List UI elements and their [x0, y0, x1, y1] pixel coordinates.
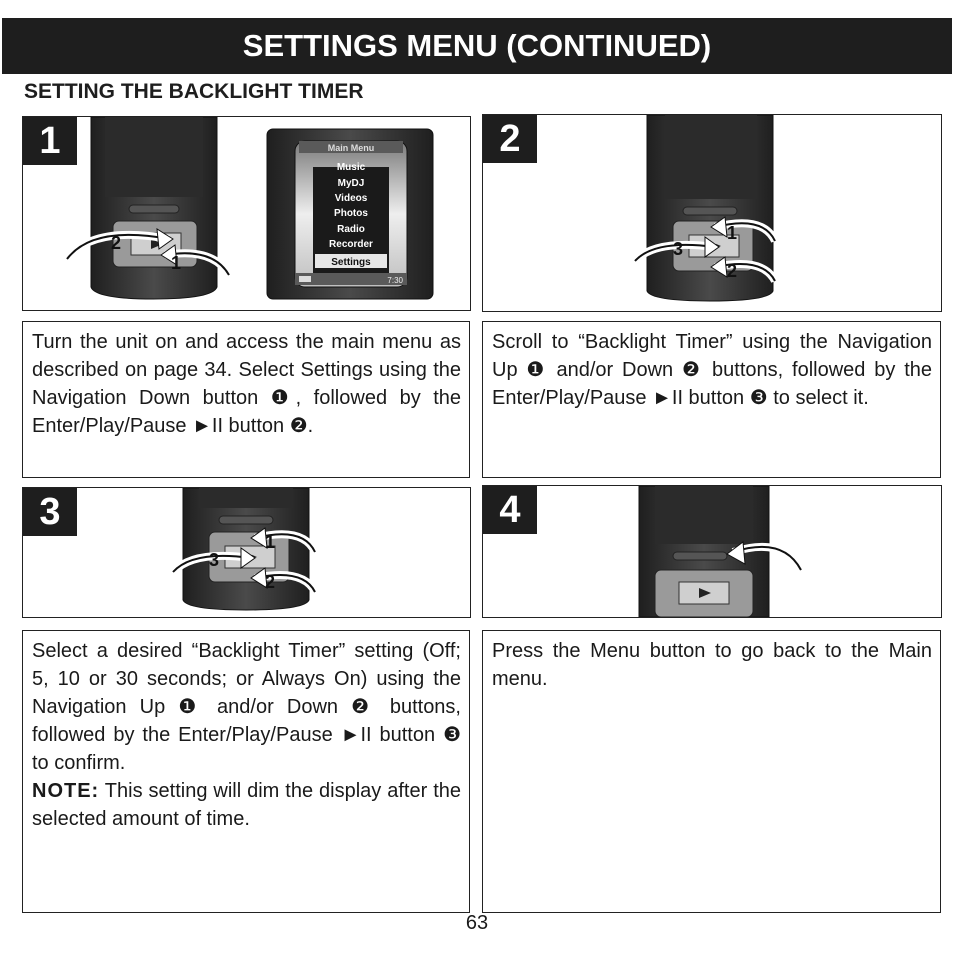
step-3-device-drawing — [23, 488, 470, 617]
screen-time: 7:30 — [387, 276, 403, 285]
step-2-text: Scroll to “Backlight Timer” using the Navigation Up ❶ and/or Down ❷ buttons, followed by the Enter/Play/Pause ►II button ❸ to select it. — [492, 331, 932, 409]
step-2-callout-1: 1 — [727, 223, 738, 243]
step-2-callout-3: 3 — [673, 239, 684, 259]
step-2-device-drawing — [483, 115, 941, 311]
page-title: SETTINGS MENU (CONTINUED) — [2, 18, 952, 74]
step-4-text: Press the Menu button to go back to the Main menu. — [492, 640, 932, 690]
screen-item-music: Music — [336, 162, 366, 173]
step-3-number: 3 — [23, 488, 77, 536]
screen-item-recorder: Recorder — [329, 239, 373, 250]
screen-item-photos: Photos — [334, 208, 368, 219]
step-4-device-drawing — [483, 486, 941, 617]
step-2-instructions — [482, 321, 941, 478]
step-2-number: 2 — [483, 115, 537, 163]
screen-item-settings: Settings — [331, 257, 371, 268]
step-1-illustration — [22, 116, 471, 311]
step-4-instructions — [482, 630, 941, 913]
step-1-callout-2: 2 — [111, 233, 122, 253]
step-3-note-text: This setting will dim the display after the selected amount of time. — [32, 780, 461, 830]
section-title: SETTING THE BACKLIGHT TIMER — [24, 80, 364, 103]
step-3-callout-1: 1 — [265, 532, 276, 552]
step-3-callout-3: 3 — [209, 550, 220, 570]
step-3-callout-2: 2 — [265, 572, 276, 592]
step-3-instructions — [22, 630, 470, 913]
step-3-note-label: NOTE: — [32, 780, 100, 802]
screen-item-mydj: MyDJ — [337, 178, 365, 189]
page-number: 63 — [465, 912, 489, 934]
screen-item-radio: Radio — [337, 224, 365, 235]
step-1-number: 1 — [23, 117, 77, 165]
step-1-text: Turn the unit on and access the main menu as described on page 34. Select Settings using the Navigation Down button ❶, followed by the Enter/Play/Pause ►II button ❷. — [32, 331, 461, 437]
battery-icon — [299, 276, 311, 282]
step-1-callout-1: 1 — [171, 253, 182, 273]
step-2-illustration — [482, 114, 942, 312]
step-4-illustration — [482, 485, 942, 618]
screen-menu-title: Main Menu — [327, 143, 375, 153]
step-1-instructions — [22, 321, 470, 478]
step-3-illustration — [22, 487, 471, 618]
step-3-text: Select a desired “Backlight Timer” setting (Off; 5, 10 or 30 seconds; or Always On) using the Navigation Up ❶ and/or Down ❷ buttons, followed by the Enter/Play/Pause ►II button ❸ to confirm. — [32, 640, 461, 774]
step-2-callout-2: 2 — [727, 261, 738, 281]
step-1-device-drawing — [23, 117, 470, 310]
screen-item-videos: Videos — [334, 193, 368, 204]
step-4-number: 4 — [483, 486, 537, 534]
